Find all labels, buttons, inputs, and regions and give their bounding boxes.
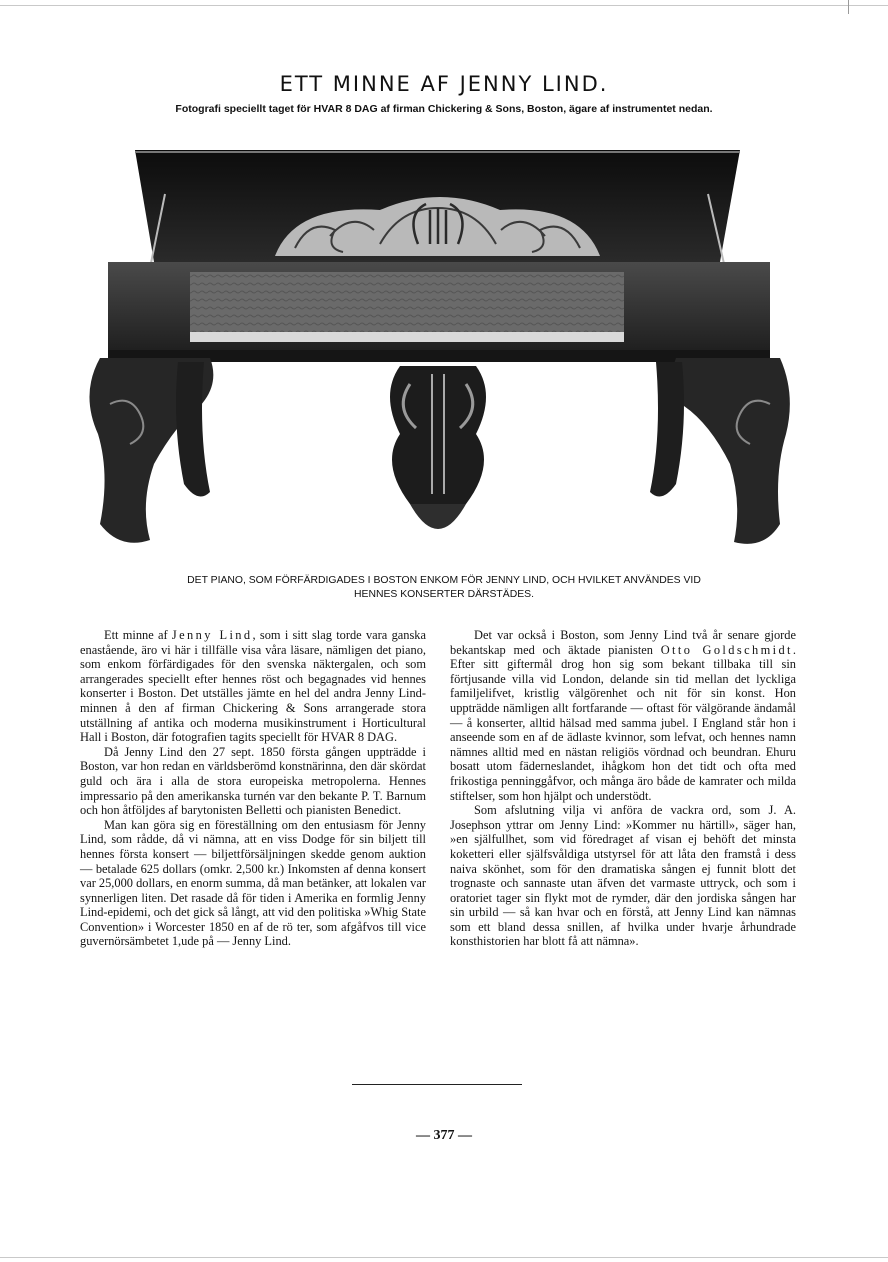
page-number: — 377 —	[416, 1128, 472, 1143]
paragraph: Det var också i Boston, som Jenny Lind två år senare gjorde bekantskap med och äktade pianisten Otto Goldschmidt. Efter sitt giftermål drog hon sig som bekant tillbaka till sin förtjusande villa vid London, delande sin tid mellan det lyckliga familjelifvet, kristlig välgörenhet och nit för sin konst. Hon uppträdde nämligen allt fortfarande — oftast för välgörande ändamål — å konserter, alltid hälsad med samma jubel. I England står hon i anseende som en af de ädlaste kvinnor, som lefvat, och hennes namn nämnes alltid med en nästan religiös vördnad och beundran. Ehuru bosatt utom fäderneslandet, ihågkom hon det tidt och ofta med frikostiga penninggåfvor, och många äro både de kamrater och milda stiftelser, som hon hjälpt och understödt.	[450, 628, 796, 803]
article-column-right	[450, 628, 796, 949]
page-title: ETT MINNE AF JENNY LIND.	[279, 72, 609, 96]
emphasized-name: Jenny Lind	[171, 628, 253, 642]
photo-credit: Fotografi speciellt taget för HVAR 8 DAG af firman Chickering & Sons, Boston, ägare af instrumentet nedan.	[175, 103, 713, 115]
caption-line-2: HENNES KONSERTER DÄRSTÄDES.	[354, 589, 534, 600]
emphasized-name: Otto Goldschmidt	[660, 642, 793, 657]
paragraph: Ett minne af Jenny Lind, som i sitt slag torde vara ganska enastående, äro vi här i tillfälle visa våra läsare, nämligen det piano, som enkom förfärdigades för den svenska näktergalen, och som arrangerades speciellt efter hennes röst och begagnades vid hennes konserter i Boston. Det utställes jämte en hel del andra Jenny Lind-minnen å den af firman Chickering & Sons arrangerade stora utställning af antika och moderna musikinstrument i Horticultural Hall i Boston, där fotografien tagits speciellt för HVAR 8 DAG.	[80, 628, 426, 745]
piano-photograph	[80, 144, 796, 560]
scan-edge-right	[848, 0, 849, 14]
section-divider	[352, 1084, 522, 1085]
paragraph: Då Jenny Lind den 27 sept. 1850 första gången uppträdde i Boston, var hon redan en världsberömd konstnärinna, den där skördat guld och ära i alla de stora europeiska metropolerna. Hennes impressario på den amerikanska turnén var den bekante P. T. Barnum och hon åtföljdes af barytonisten Belletti och pianisten Benedict.	[80, 744, 426, 818]
scan-edge-top	[0, 5, 888, 6]
article-column-left	[80, 628, 426, 949]
caption-line-1: DET PIANO, SOM FÖRFÄRDIGADES I BOSTON ENKOM FÖR JENNY LIND, OCH HVILKET ANVÄNDES VID	[187, 575, 701, 586]
photo-caption	[90, 574, 798, 602]
paragraph: Som afslutning vilja vi anföra de vackra ord, som J. A. Josephson yttrar om Jenny Lind: »Kommer nu härtill», säger han, »en själfullhet, som vid föredraget af visan ej behöft det minsta koketteri eller själfsvåldiga utstyrsel för att låta den framstå i dess naiva skönhet, som för den dramatiska sången ej funnit blott det trognaste och sannaste utan äfven det varmaste uttryck, och som i oratoriet tager sin flykt mot de rymder, där den jordiska sången har sin urbild — så kan hvar och en förstå, att Jenny Lind kan nämnas som ett bland dessa snillen, af hvilka under hvarje århundrade konsthistorien har blott få att nämna».	[450, 803, 796, 949]
paragraph: Man kan göra sig en föreställning om den entusiasm för Jenny Lind, som rådde, då vi nämna, att en viss Dodge för sin biljett till hennes första konsert — biljettförsäljningen skedde genom auktion — betalade 625 dollars (omkr. 2,500 kr.) Inkomsten af denna konsert var 25,000 dollars, en enorm summa, då man betänker, att lokalen var synnerligen liten. Det rasade då för tiden i Amerika en formlig Jenny Lind-epidemi, och det gick så långt, att vid den politiska »Whig State Convention» i Worcester 1850 en af de rö ter, som afgåfvos till vice guvernörsämbetet 1,ude på — Jenny Lind.	[80, 817, 426, 949]
scan-edge-bottom	[0, 1257, 888, 1258]
